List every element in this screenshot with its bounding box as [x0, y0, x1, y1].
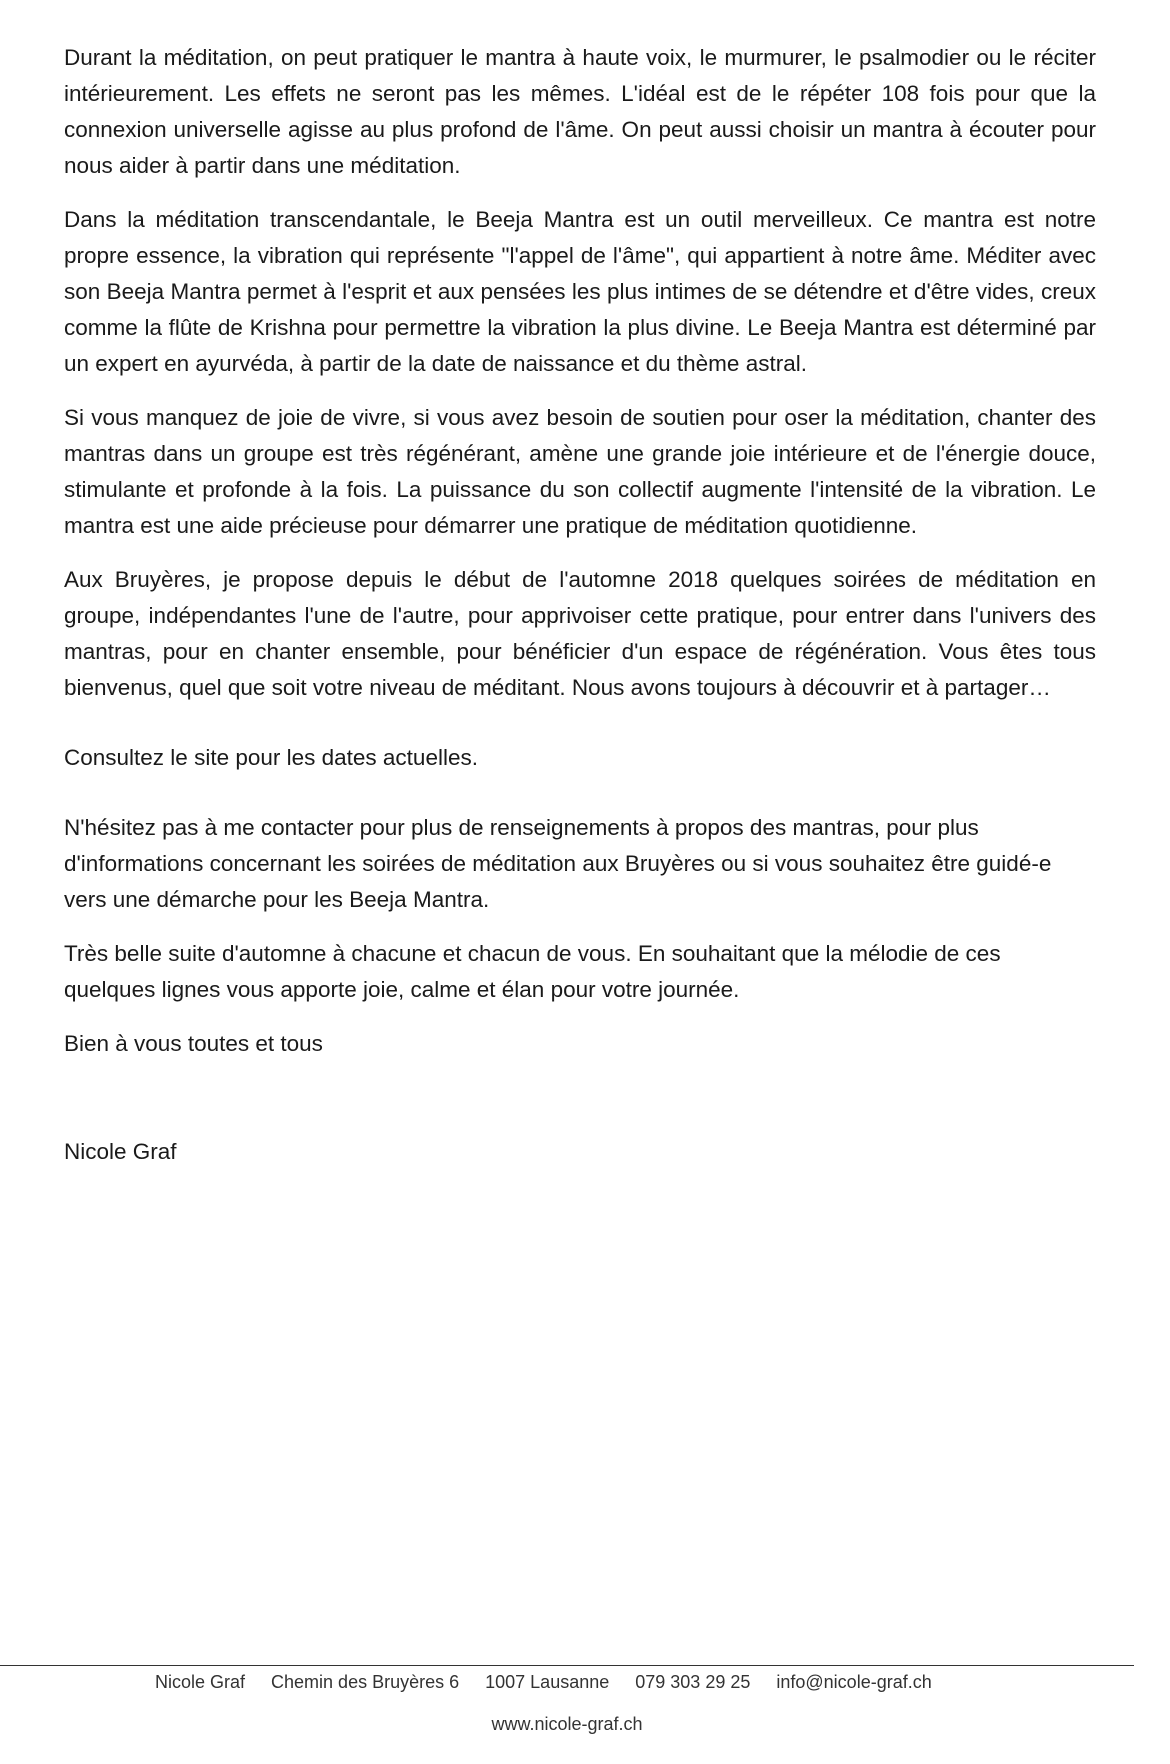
- paragraph-bruyeres-evenings: Aux Bruyères, je propose depuis le début de l'automne 2018 quelques soirées de méditation en groupe, indépendantes l'une de l'autre, pour apprivoiser cette pratique, pour entrer dans l'univers des mantras, pour en chanter ensemble, pour bénéficier d'un espace de régénération. Vous êtes tous bienvenus, quel que soit votre niveau de méditant. Nous avons toujours à découvrir et à partager…: [64, 567, 1096, 700]
- footer-contact-line: [155, 1668, 932, 1696]
- footer-website[interactable]: www.nicole-graf.ch: [491, 1714, 643, 1734]
- footer-phone: 079 303 29 25: [635, 1672, 751, 1692]
- closing-salutation: Bien à vous toutes et tous: [64, 1031, 323, 1056]
- signature: Nicole Graf: [64, 1139, 177, 1164]
- footer-city: 1007 Lausanne: [485, 1672, 610, 1692]
- paragraph-autumn-wishes: Très belle suite d'automne à chacune et chacun de vous. En souhaitant que la mélodie de ces quelques lignes vous apporte joie, calme et élan pour votre journée.: [64, 941, 1001, 1002]
- footer-email[interactable]: info@nicole-graf.ch: [776, 1672, 932, 1692]
- paragraph-contact: N'hésitez pas à me contacter pour plus de renseignements à propos des mantras, pour plus d'informations concernant les soirées de méditation aux Bruyères ou si vous souhaitez être guidé-e vers une démarche pour les Beeja Mantra.: [64, 815, 1052, 912]
- paragraph-group-chanting: Si vous manquez de joie de vivre, si vous avez besoin de soutien pour oser la méditation, chanter des mantras dans un groupe est très régénérant, amène une grande joie intérieure et de l'énergie douce, stimulante et profonde à la fois. La puissance du son collectif augmente l'intensité de la vibration. Le mantra est une aide précieuse pour démarrer une pratique de méditation quotidienne.: [64, 405, 1096, 538]
- paragraph-consult-site: Consultez le site pour les dates actuelles.: [64, 745, 478, 770]
- footer-name: Nicole Graf: [155, 1672, 246, 1692]
- paragraph-beeja-mantra: Dans la méditation transcendantale, le Beeja Mantra est un outil merveilleux. Ce mantra est notre propre essence, la vibration qui représente "l'appel de l'âme", qui appartient à notre âme. Méditer avec son Beeja Mantra permet à l'esprit et aux pensées les plus intimes de se détendre et d'être vides, creux comme la flûte de Krishna pour permettre la vibration la plus divine. Le Beeja Mantra est déterminé par un expert en ayurvéda, à partir de la date de naissance et du thème astral.: [64, 207, 1096, 376]
- footer-divider: [0, 1665, 1134, 1666]
- footer-address: Chemin des Bruyères 6: [271, 1672, 460, 1692]
- paragraph-mantra-practice: Durant la méditation, on peut pratiquer le mantra à haute voix, le murmurer, le psalmodier ou le réciter intérieurement. Les effets ne seront pas les mêmes. L'idéal est de le répéter 108 fois pour que la connexion universelle agisse au plus profond de l'âme. On peut aussi choisir un mantra à écouter pour nous aider à partir dans une méditation.: [64, 45, 1096, 178]
- letter-body: [64, 40, 1096, 1170]
